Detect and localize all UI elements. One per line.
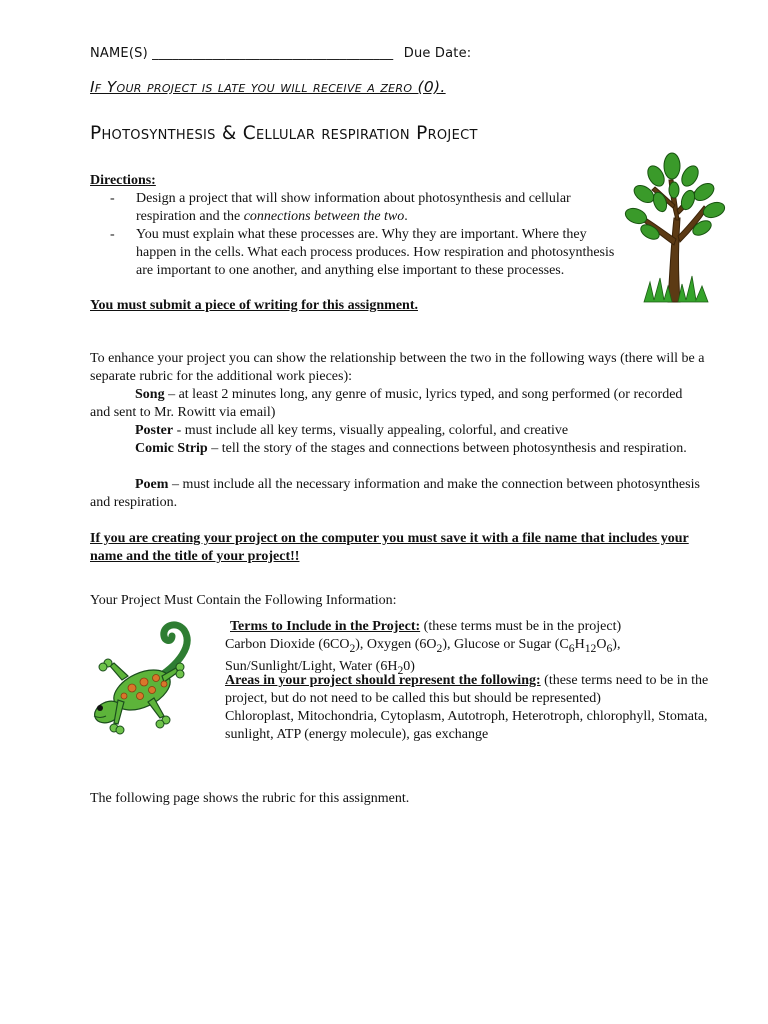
terms-block [225, 618, 715, 680]
option-song: Song – at least 2 minutes long, any genre of music, lyrics typed, and song performed (or recorded and sent to Mr. Rowitt via email) [90, 387, 683, 420]
areas-block: Areas in your project should represent the following: (these terms need to be in the project, but do not need to be called this but should be represented) Chloroplast, Mitochondria, Cytoplasm, Autotroph, Heterotroph, chlorophyll, Stomata, sunlight, ATP (energy molecule), gas exchange [225, 672, 715, 744]
rubric-note: The following page shows the rubric for this assignment. [90, 791, 410, 806]
directions-heading: Directions: [90, 173, 156, 188]
due-date-label: Due Date: [403, 46, 472, 61]
option-poem: Poem – must include all the necessary information and make the connection between photosynthesis and respiration. [90, 477, 700, 510]
terms-line-1: Carbon Dioxide $(6CO_2)$, Oxygen $(6O_2)$, Glucose or Sugar $(C_6H_{12}O_6)$, [225, 637, 621, 655]
areas-heading: Areas in your project should represent the following: [225, 673, 541, 688]
option-song-name: Song [135, 387, 165, 402]
option-comic-name: Comic Strip [135, 441, 208, 456]
tree-clipart-icon [622, 150, 726, 311]
save-note: If you are creating your project on the computer you must save it with a file name that includes your name and the title of your project!! [90, 531, 689, 564]
direction-item-1-text: Design a project that will show information about photosynthesis and cellular respiration and the connections between the two. [136, 191, 571, 224]
option-poster-name: Poster [135, 423, 174, 438]
late-warning: If Your project is late you will receive a zero (0). [90, 78, 446, 96]
contain-heading: Your Project Must Contain the Following Information: [90, 593, 397, 608]
enhance-intro: To enhance your project you can show the relationship between the two in the following ways (there will be a separate rubric for the additional work pieces): [90, 351, 705, 384]
direction-item-2-text: You must explain what these processes are. Why they are important. Where they happen in the cells. What each process produces. How respiration and photosynthesis are important to one another, and anything else important to these processes. [136, 227, 615, 278]
option-comic-strip: Comic Strip – tell the story of the stages and connections between photosynthesis and respiration. [135, 441, 687, 456]
terms-line-2: Sun/Sunlight/Light, Water $(6H_20)$ [225, 658, 415, 677]
submit-note: You must submit a piece of writing for this assignment. [90, 298, 418, 313]
terms-heading: Terms to Include in the Project: [230, 619, 421, 634]
name-due-line [90, 46, 471, 61]
option-poem-name: Poem [135, 477, 169, 492]
areas-list: Chloroplast, Mitochondria, Cytoplasm, Autotroph, Heterotroph, chlorophyll, Stomata, sunlight, ATP (energy molecule), gas exchange [225, 709, 708, 742]
terms-heading-line: Terms to Include in the Project: (these terms must be in the project) [230, 619, 622, 634]
direction-item-2: - You must explain what these processes are. Why they are important. Where they happen in the cells. What each process produces. How respiration and photosynthesis are important to one another, and anything else important to these processes. [110, 227, 615, 278]
direction-item-1: - Design a project that will show information about photosynthesis and cellular respiration and the connections between the two. [110, 190, 610, 226]
option-poster: Poster - must include all key terms, visually appealing, colorful, and creative [135, 423, 569, 438]
page-title: Photosynthesis & Cellular respiration Project [90, 123, 478, 144]
gecko-clipart-icon [84, 620, 208, 749]
name-label: NAME(S) ____________________________________ [90, 46, 394, 61]
